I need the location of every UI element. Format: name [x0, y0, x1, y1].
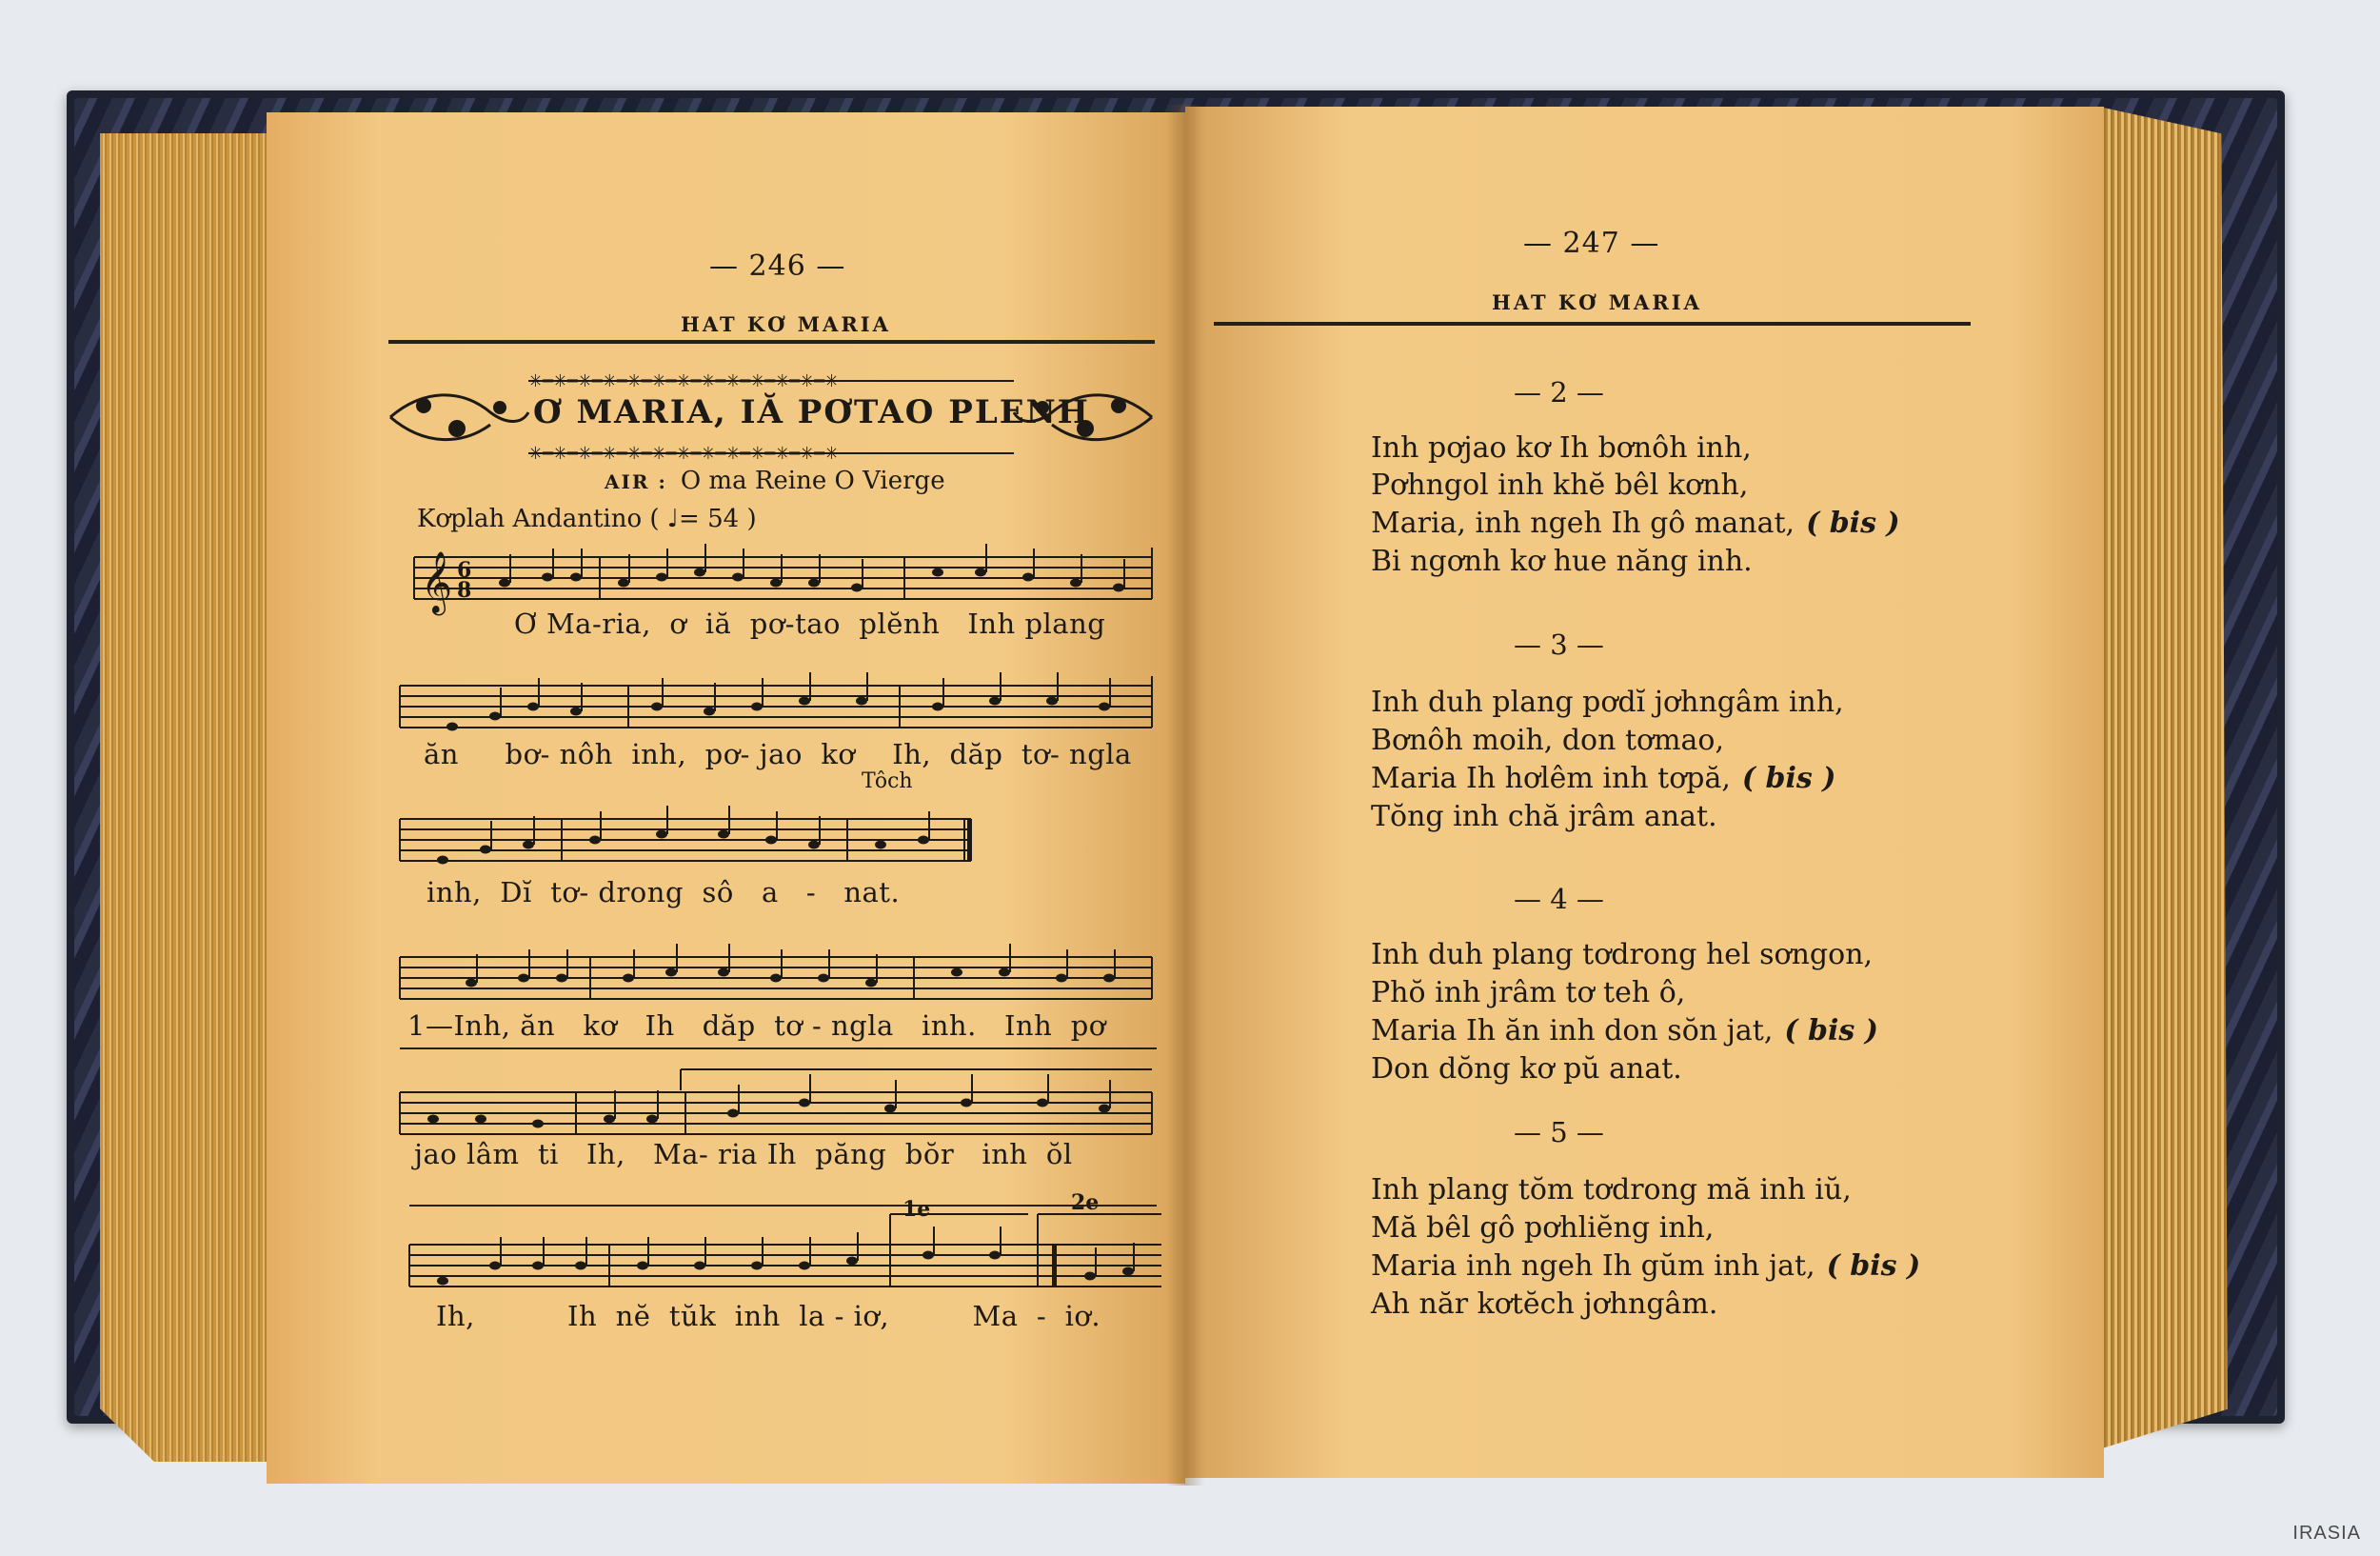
verse-text: Maria Ih ăn inh don sŏn jat,	[1371, 1014, 1774, 1047]
verse-line: Tŏng inh chă jrâm anat.	[1371, 800, 1717, 833]
right-page-edges	[2099, 107, 2228, 1449]
stanza-number: — 5 —	[1514, 1116, 1604, 1148]
music-staff-5	[395, 1062, 1157, 1147]
lyric-line-6: Ih, Ih nĕ tŭk inh la - iơ, Ma - iơ.	[436, 1300, 1101, 1332]
verse-line: Don dŏng kơ pŭ anat.	[1371, 1052, 1682, 1086]
verse-line: Bơnôh moih, don tơmao,	[1371, 724, 1725, 757]
music-staff-1	[409, 533, 1161, 619]
left-page-number: — 246 —	[709, 249, 846, 283]
bis-marking: ( bis )	[1806, 507, 1900, 540]
lyric-line-1: Ơ Ma-ria, ơ iă pơ-tao plĕnh Inh plang	[514, 608, 1106, 640]
verse-line: Mă bêl gô pơhliĕng inh,	[1371, 1211, 1715, 1245]
svg-text:8: 8	[457, 578, 472, 603]
verse-line-with-refrain	[1371, 1014, 1878, 1047]
verse-line-with-refrain	[1371, 507, 1900, 540]
book-gutter	[1166, 105, 1204, 1486]
verse-line: Inh duh plang pơdĭ jơhngâm inh,	[1371, 686, 1844, 719]
lyric-line-2: ăn bơ- nôh inh, pơ- jao kơ Ih, dăp tơ- ngla	[424, 738, 1132, 770]
left-page-edges	[100, 133, 281, 1462]
hymn-title: Ơ MARIA, IĂ PƠTAO PLENH	[533, 393, 1090, 431]
verse-line: Inh plang tŏm tơdrong mă inh iŭ,	[1371, 1173, 1852, 1207]
stanza-number: — 4 —	[1514, 883, 1604, 915]
toch-marking: Tôch	[862, 769, 913, 793]
music-staff-3	[395, 790, 985, 876]
right-head-rule	[1214, 322, 1971, 326]
verse-line: Bi ngơnh kơ hue năng inh.	[1371, 545, 1753, 578]
air-label: AIR :	[605, 470, 667, 493]
verse-line: Ah năr kơtĕch jơhngâm.	[1371, 1287, 1718, 1321]
svg-text:𝄞: 𝄞	[421, 551, 453, 613]
music-staff-6	[405, 1205, 1166, 1300]
svg-text:✳━✳━✳━✳━✳━✳━✳━✳━✳━✳━✳━✳━✳: ✳━✳━✳━✳━✳━✳━✳━✳━✳━✳━✳━✳━✳	[528, 444, 840, 464]
verse-line: Pơhngol inh khĕ bêl kơnh,	[1371, 469, 1749, 502]
music-staff-2	[395, 657, 1157, 743]
title-banner	[386, 369, 1157, 465]
verse-text: Maria inh ngeh Ih gŭm inh jat,	[1371, 1249, 1815, 1283]
lyric-line-4: 1—Inh, ăn kơ Ih dăp tơ - ngla inh. Inh pơ	[407, 1009, 1106, 1042]
right-running-head: HAT KƠ MARIA	[1492, 290, 1702, 314]
lyric-line-5: jao lâm ti Ih, Ma- ria Ih păng bŏr inh ŏl	[414, 1138, 1073, 1170]
air-tune: O ma Reine O Vierge	[680, 467, 945, 495]
stanza-number: — 2 —	[1514, 376, 1604, 409]
bis-marking: ( bis )	[1826, 1249, 1921, 1283]
music-staff-4	[395, 928, 1157, 1014]
svg-text:✳━✳━✳━✳━✳━✳━✳━✳━✳━✳━✳━✳━✳: ✳━✳━✳━✳━✳━✳━✳━✳━✳━✳━✳━✳━✳	[528, 371, 840, 391]
verse-line: Inh pơjao kơ Ih bơnôh inh,	[1371, 431, 1752, 465]
left-running-head: HAT KƠ MARIA	[681, 312, 891, 336]
lyric-line-3: inh, Dĭ tơ- drong sô a - nat.	[426, 876, 901, 908]
left-head-rule	[388, 340, 1155, 344]
bis-marking: ( bis )	[1741, 762, 1836, 795]
verse-line: Inh duh plang tơdrong hel sơngon,	[1371, 938, 1874, 971]
system-divider-1	[400, 1047, 1157, 1049]
verse-text: Maria Ih hơlêm inh tơpă,	[1371, 762, 1731, 795]
verse-text: Maria, inh ngeh Ih gô manat,	[1371, 507, 1795, 540]
volta-second-ending: 2e	[1071, 1190, 1100, 1215]
tempo-marking: Kơplah Andantino ( ♩= 54 )	[417, 505, 757, 533]
stanza-number: — 3 —	[1514, 628, 1604, 661]
svg-text:6: 6	[457, 558, 472, 583]
watermark: IRASIA	[2292, 1523, 2361, 1544]
right-page-number: — 247 —	[1523, 227, 1660, 260]
air-line	[605, 467, 945, 495]
verse-line-with-refrain	[1371, 762, 1835, 795]
volta-first-ending: 1e	[902, 1197, 931, 1222]
verse-line-with-refrain	[1371, 1249, 1920, 1283]
verse-line: Phŏ inh jrâm tơ teh ô,	[1371, 976, 1686, 1009]
bis-marking: ( bis )	[1784, 1014, 1878, 1047]
